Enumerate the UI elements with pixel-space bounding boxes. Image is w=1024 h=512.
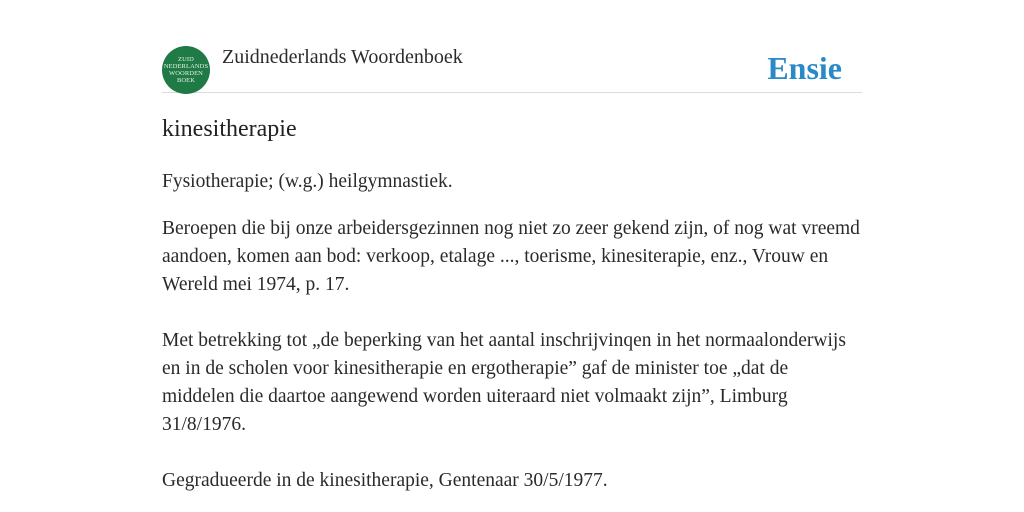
ensie-brand-link[interactable]: Ensie xyxy=(767,50,842,86)
citation-3: Gegradueerde in de kinesitherapie, Gentenaar 30/5/1977. xyxy=(162,470,608,491)
citation-1: Beroepen die bij onze arbeidersgezinnen nog niet zo zeer gekend zijn, of nog wat vreemd aandoen, komen aan bod: verkoop, etalage ..., toerisme, kinesiterapie, enz., Vrouw en Wereld mei 1974, p. 17. xyxy=(162,218,860,295)
dictionary-logo-icon[interactable] xyxy=(162,46,210,94)
header xyxy=(162,0,862,93)
entry-content xyxy=(162,168,862,495)
entry-definition: Fysiotherapie; (w.g.) heilgymnastiek. xyxy=(162,171,453,192)
logo-line: ZUID xyxy=(178,56,194,63)
logo-line: WOORDEN xyxy=(169,70,203,77)
citation-2: Met betrekking tot „de beperking van het aantal inschrijvinqen in het normaalonderwijs en in de scholen voor kinesitherapie en ergotherapie” gaf de minister toe „dat de middelen die daartoe aangewend worden uiteraard niet volmaakt zijn”, Limburg 31/8/1976. xyxy=(162,330,846,435)
logo-line: BOEK xyxy=(176,77,196,84)
source-title-link[interactable]: Zuidnederlands Woordenboek xyxy=(222,46,463,68)
entry-headword: kinesitherapie xyxy=(162,116,297,142)
page-container xyxy=(162,0,862,491)
logo-line: NEDERLANDS xyxy=(163,63,209,70)
